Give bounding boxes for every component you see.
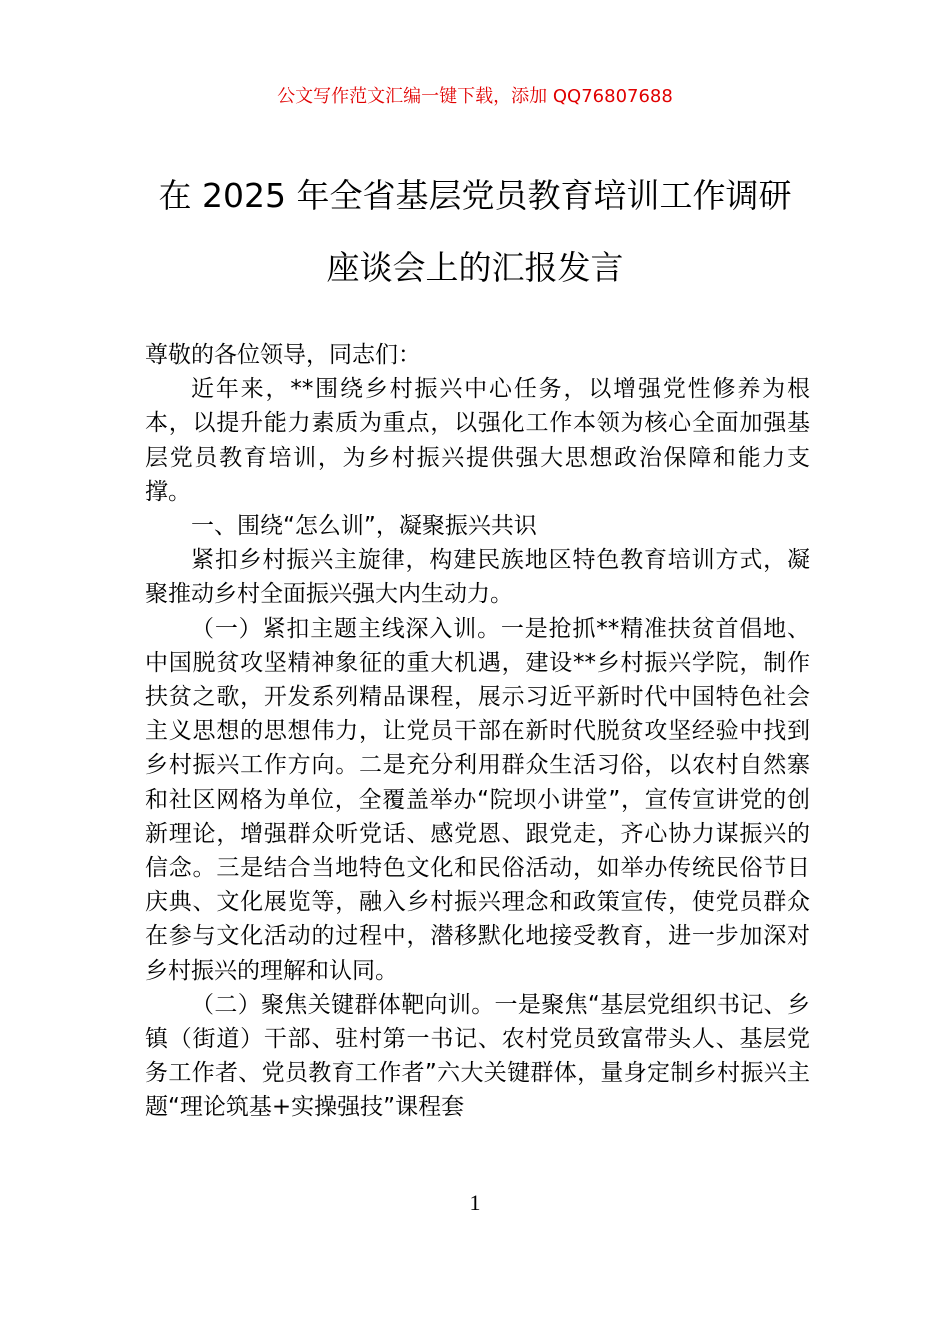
paragraph-subsection-2: （二）聚焦关键群体靶向训。一是聚焦“基层党组织书记、乡镇（街道）干部、驻村第一书记、农村党员致富带头人、基层党务工作者、党员教育工作者”六大关键群体，量身定制乡村振兴主题“理论筑基+实操强技”课程套 <box>145 991 810 1121</box>
paragraph-subsection-1: （一）紧扣主题主线深入训。一是抢抓**精准扶贫首倡地、中国脱贫攻坚精神象征的重大机遇，建设**乡村振兴学院，制作扶贫之歌，开发系列精品课程，展示习近平新时代中国特色社会主义思想的思想伟力，让党员干部在新时代脱贫攻坚经验中找到乡村振兴工作方向。二是充分利用群众生活习俗，以农村自然寨和社区网格为单位，全覆盖举办“院坝小讲堂”，宣传宣讲党的创新理论，增强群众听党话、感党恩、跟党走，齐心协力谋振兴的信念。三是结合当地特色文化和民俗活动，如举办传统民俗节日庆典、文化展览等，融入乡村振兴理念和政策宣传，使党员群众在参与文化活动的过程中，潜移默化地接受教育，进一步加深对乡村振兴的理解和认同。 <box>145 615 810 984</box>
paragraph-intro: 近年来，**围绕乡村振兴中心任务，以增强党性修养为根本，以提升能力素质为重点，以强化工作本领为核心全面加强基层党员教育培训，为乡村振兴提供强大思想政治保障和能力支撑。 <box>145 376 810 505</box>
document-title-line-1: 在 2025 年全省基层党员教育培训工作调研 <box>158 176 792 215</box>
paragraph-section-summary: 紧扣乡村振兴主旋律，构建民族地区特色教育培训方式，凝聚推动乡村全面振兴强大内生动力。 <box>145 547 810 608</box>
page-number: 1 <box>469 1190 481 1215</box>
salutation: 尊敬的各位领导，同志们： <box>145 342 421 368</box>
document-body <box>145 338 810 1125</box>
promo-header: 公文写作范文汇编一键下载，添加 QQ76807688 <box>277 86 673 107</box>
section-heading-1: 一、围绕“怎么训”，凝聚振兴共识 <box>191 513 537 540</box>
document-title-line-2: 座谈会上的汇报发言 <box>326 248 624 287</box>
